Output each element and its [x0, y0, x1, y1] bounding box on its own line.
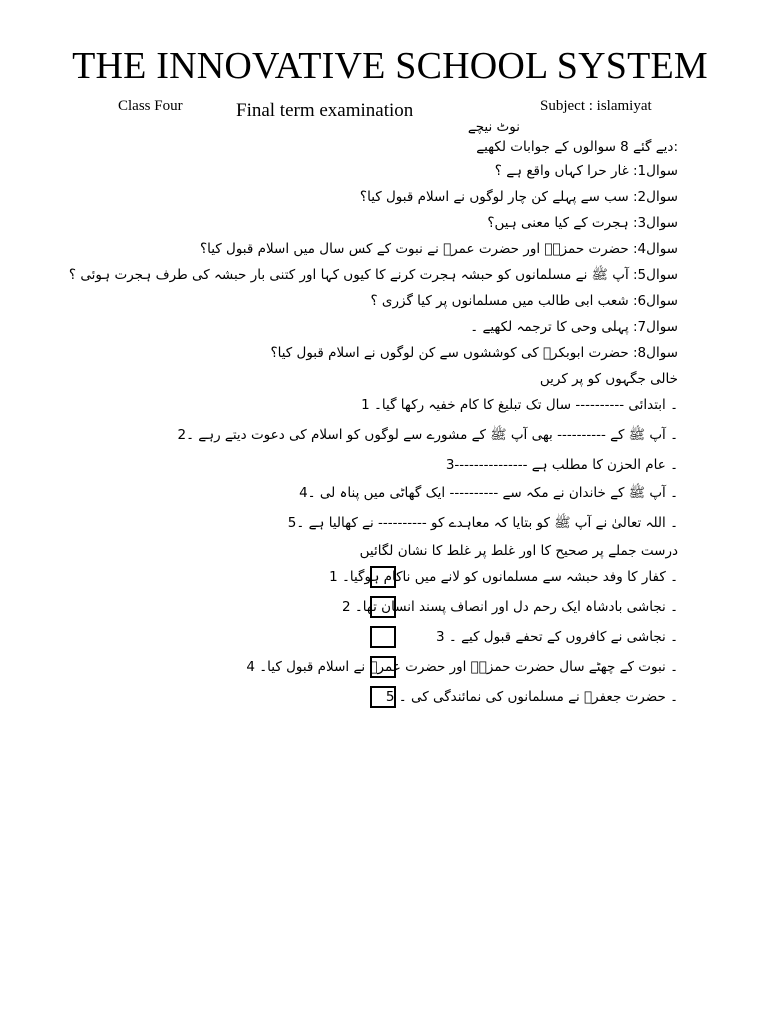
questions-instruction: :دیے گئے 8 سوالوں کے جوابات لکھیے	[476, 139, 678, 155]
fill-blank-4: ۔ آپ ﷺ کے خاندان نے مکہ سے ---------- ایک گھاٹی میں پناہ لی ۔4	[299, 485, 678, 501]
question-4: سوال4: حضرت حمزہؓ اور حضرت عمرؓ نے نبوت کے کس سال میں اسلام قبول کیا؟	[199, 241, 678, 257]
question-1: سوال1: غار حرا کہاں واقع ہے ؟	[494, 163, 678, 179]
note-heading: نوٹ نیچے	[467, 119, 520, 135]
true-false-2: ۔ نجاشی بادشاہ ایک رحم دل اور انصاف پسند انسان تھا۔ 2	[342, 599, 678, 615]
true-false-heading: درست جملے پر صحیح کا اور غلط پر غلط کا نشان لگائیں	[359, 543, 678, 559]
fill-blank-1: ۔ ابتدائی ---------- سال تک تبلیغ کا کام خفیہ رکھا گیا۔ 1	[361, 397, 678, 413]
question-8: سوال8: حضرت ابوبکرؓ کی کوششوں سے کن لوگوں نے اسلام قبول کیا؟	[270, 345, 678, 361]
true-false-3: ۔ نجاشی نے کافروں کے تحفے قبول کیے ۔ 3	[436, 629, 678, 645]
question-5: سوال5: آپ ﷺ نے مسلمانوں کو حبشہ ہجرت کرنے کا کیوں کہا اور کتنی بار حبشہ کی طرف ہجرت ہوئی ؟	[68, 267, 678, 283]
question-2: سوال2: سب سے پہلے کن چار لوگوں نے اسلام قبول کیا؟	[359, 189, 678, 205]
true-false-4: ۔ نبوت کے چھٹے سال حضرت حمزہؓ اور حضرت عمرؓ نے اسلام قبول کیا۔ 4	[246, 659, 678, 675]
subject-label: Subject : islamiyat	[540, 98, 652, 114]
school-title: THE INNOVATIVE SCHOOL SYSTEM	[72, 45, 708, 87]
class-label: Class Four	[118, 98, 183, 114]
true-false-5: ۔ حضرت جعفرؓ نے مسلمانوں کی نمائندگی کی ۔ 5	[385, 689, 678, 705]
fill-blank-5: ۔ اللہ تعالیٰ نے آپ ﷺ کو بتایا کہ معاہدے کو ---------- نے کھالیا ہے ۔5	[287, 515, 678, 531]
true-false-1: ۔ کفار کا وفد حبشہ سے مسلمانوں کو لانے میں ناکام ہوگیا۔ 1	[329, 569, 678, 585]
question-7: سوال7: پہلی وحی کا ترجمہ لکھیے ۔	[470, 319, 678, 335]
answer-box-3[interactable]	[370, 626, 396, 648]
exam-title: Final term examination	[236, 100, 414, 121]
question-3: سوال3: ہجرت کے کیا معنی ہیں؟	[487, 215, 678, 231]
fill-blanks-heading: خالی جگہوں کو پر کریں	[539, 371, 678, 387]
fill-blank-3: ۔ عام الحزن کا مطلب ہے ---------------3	[445, 457, 678, 473]
fill-blank-2: ۔ آپ ﷺ کے ---------- بھی آپ ﷺ کے مشورے سے لوگوں کو اسلام کی دعوت دیتے رہے ۔2	[177, 427, 678, 443]
question-6: سوال6: شعب ابی طالب میں مسلمانوں پر کیا گزری ؟	[370, 293, 678, 309]
